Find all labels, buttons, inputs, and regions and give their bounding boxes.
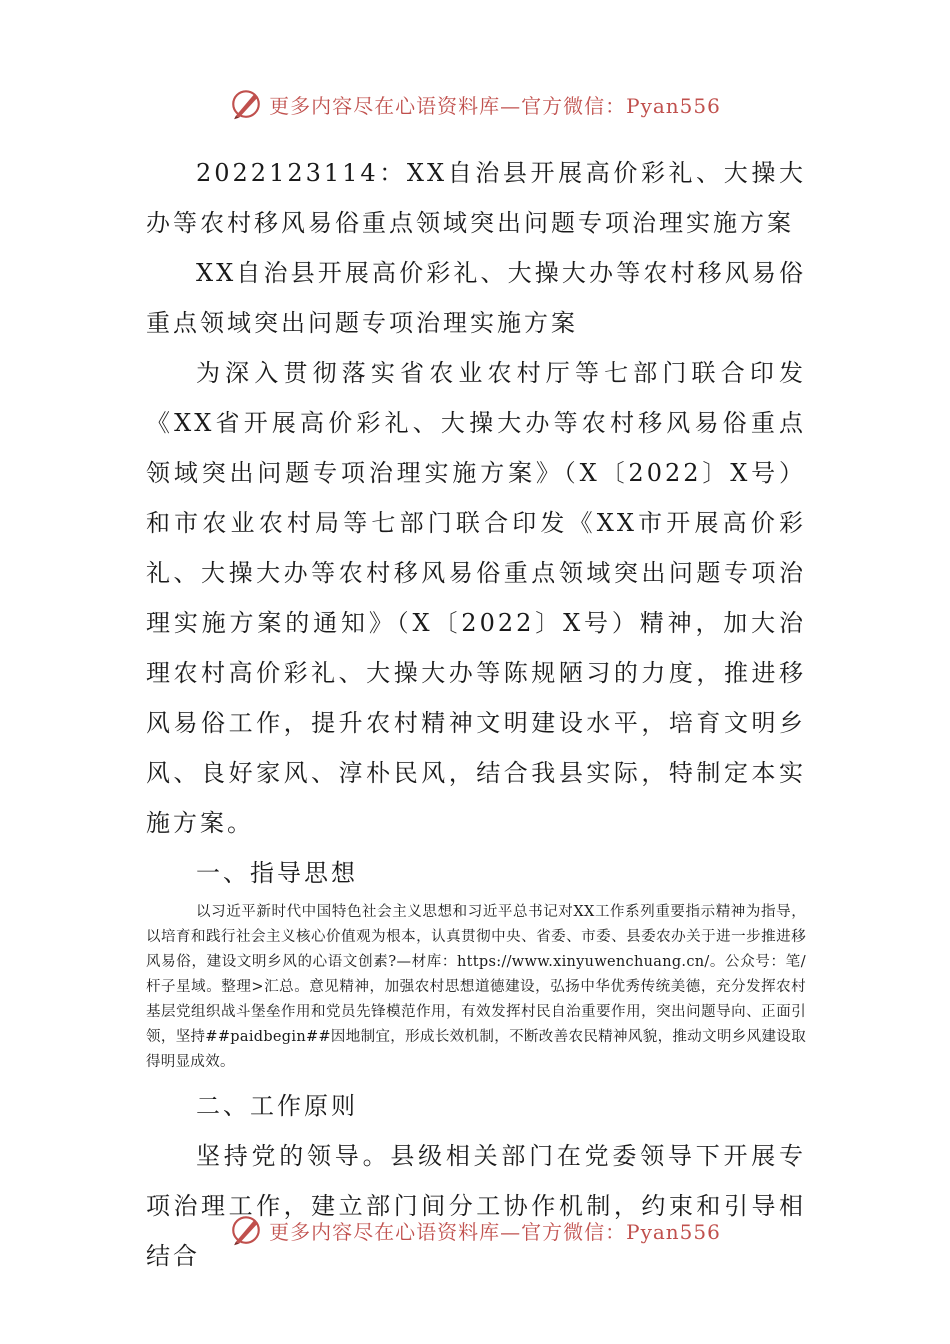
section-1-heading: 一、指导思想 [196,859,358,887]
footer-banner [0,1210,950,1250]
document-body [146,148,806,1281]
file-title: 2022123114：XX自治县开展高价彩礼、大操大办等农村移风易俗重点领域突出问题专项治理实施方案 [146,159,806,237]
banner-text: 更多内容尽在心语资料库—官方微信：Pyan556 [269,93,721,118]
pen-circle-logo-icon [229,1213,263,1247]
banner-text: 更多内容尽在心语资料库—官方微信：Pyan556 [269,1219,721,1244]
section-2-body: 坚持党的领导。县级相关部门在党委领导下开展专项治理工作，建立部门间分工协作机制，约束和引导相结合 [146,1142,806,1270]
section-2-heading: 二、工作原则 [196,1092,358,1120]
header-banner [0,84,950,124]
section-1-body: 以习近平新时代中国特色社会主义思想和习近平总书记对XX工作系列重要指示精神为指导，以培育和践行社会主义核心价值观为根本，认真贯彻中央、省委、市委、县委农办关于进一步推进移风易俗，建设文明乡风的心语文创素?—材库：https://www.xinyuwenchuang.cn/。公众号：笔/杆子星域。整理>汇总。意见精神，加强农村思想道德建设，弘扬中华优秀传统美德，充分发挥农村基层党组织战斗堡垒作用和党员先锋模范作用，有效发挥村民自治重要作用，突出问题导向、正面引领，坚持##paidbegin##因地制宜，形成长效机制，不断改善农民精神风貌，推动文明乡风建设取得明显成效。 [146,904,806,1070]
pen-circle-logo-icon [229,87,263,121]
document-title: XX自治县开展高价彩礼、大操大办等农村移风易俗重点领域突出问题专项治理实施方案 [146,259,806,337]
intro-paragraph: 为深入贯彻落实省农业农村厅等七部门联合印发《XX省开展高价彩礼、大操大办等农村移风易俗重点领域突出问题专项治理实施方案》（X〔2022〕X号）和市农业农村局等七部门联合印发《XX市开展高价彩礼、大操大办等农村移风易俗重点领域突出问题专项治理实施方案的通知》（X〔2022〕X号）精神，加大治理农村高价彩礼、大操大办等陈规陋习的力度，推进移风易俗工作，提升农村精神文明建设水平，培育文明乡风、良好家风、淳朴民风，结合我县实际，特制定本实施方案。 [146,359,806,837]
